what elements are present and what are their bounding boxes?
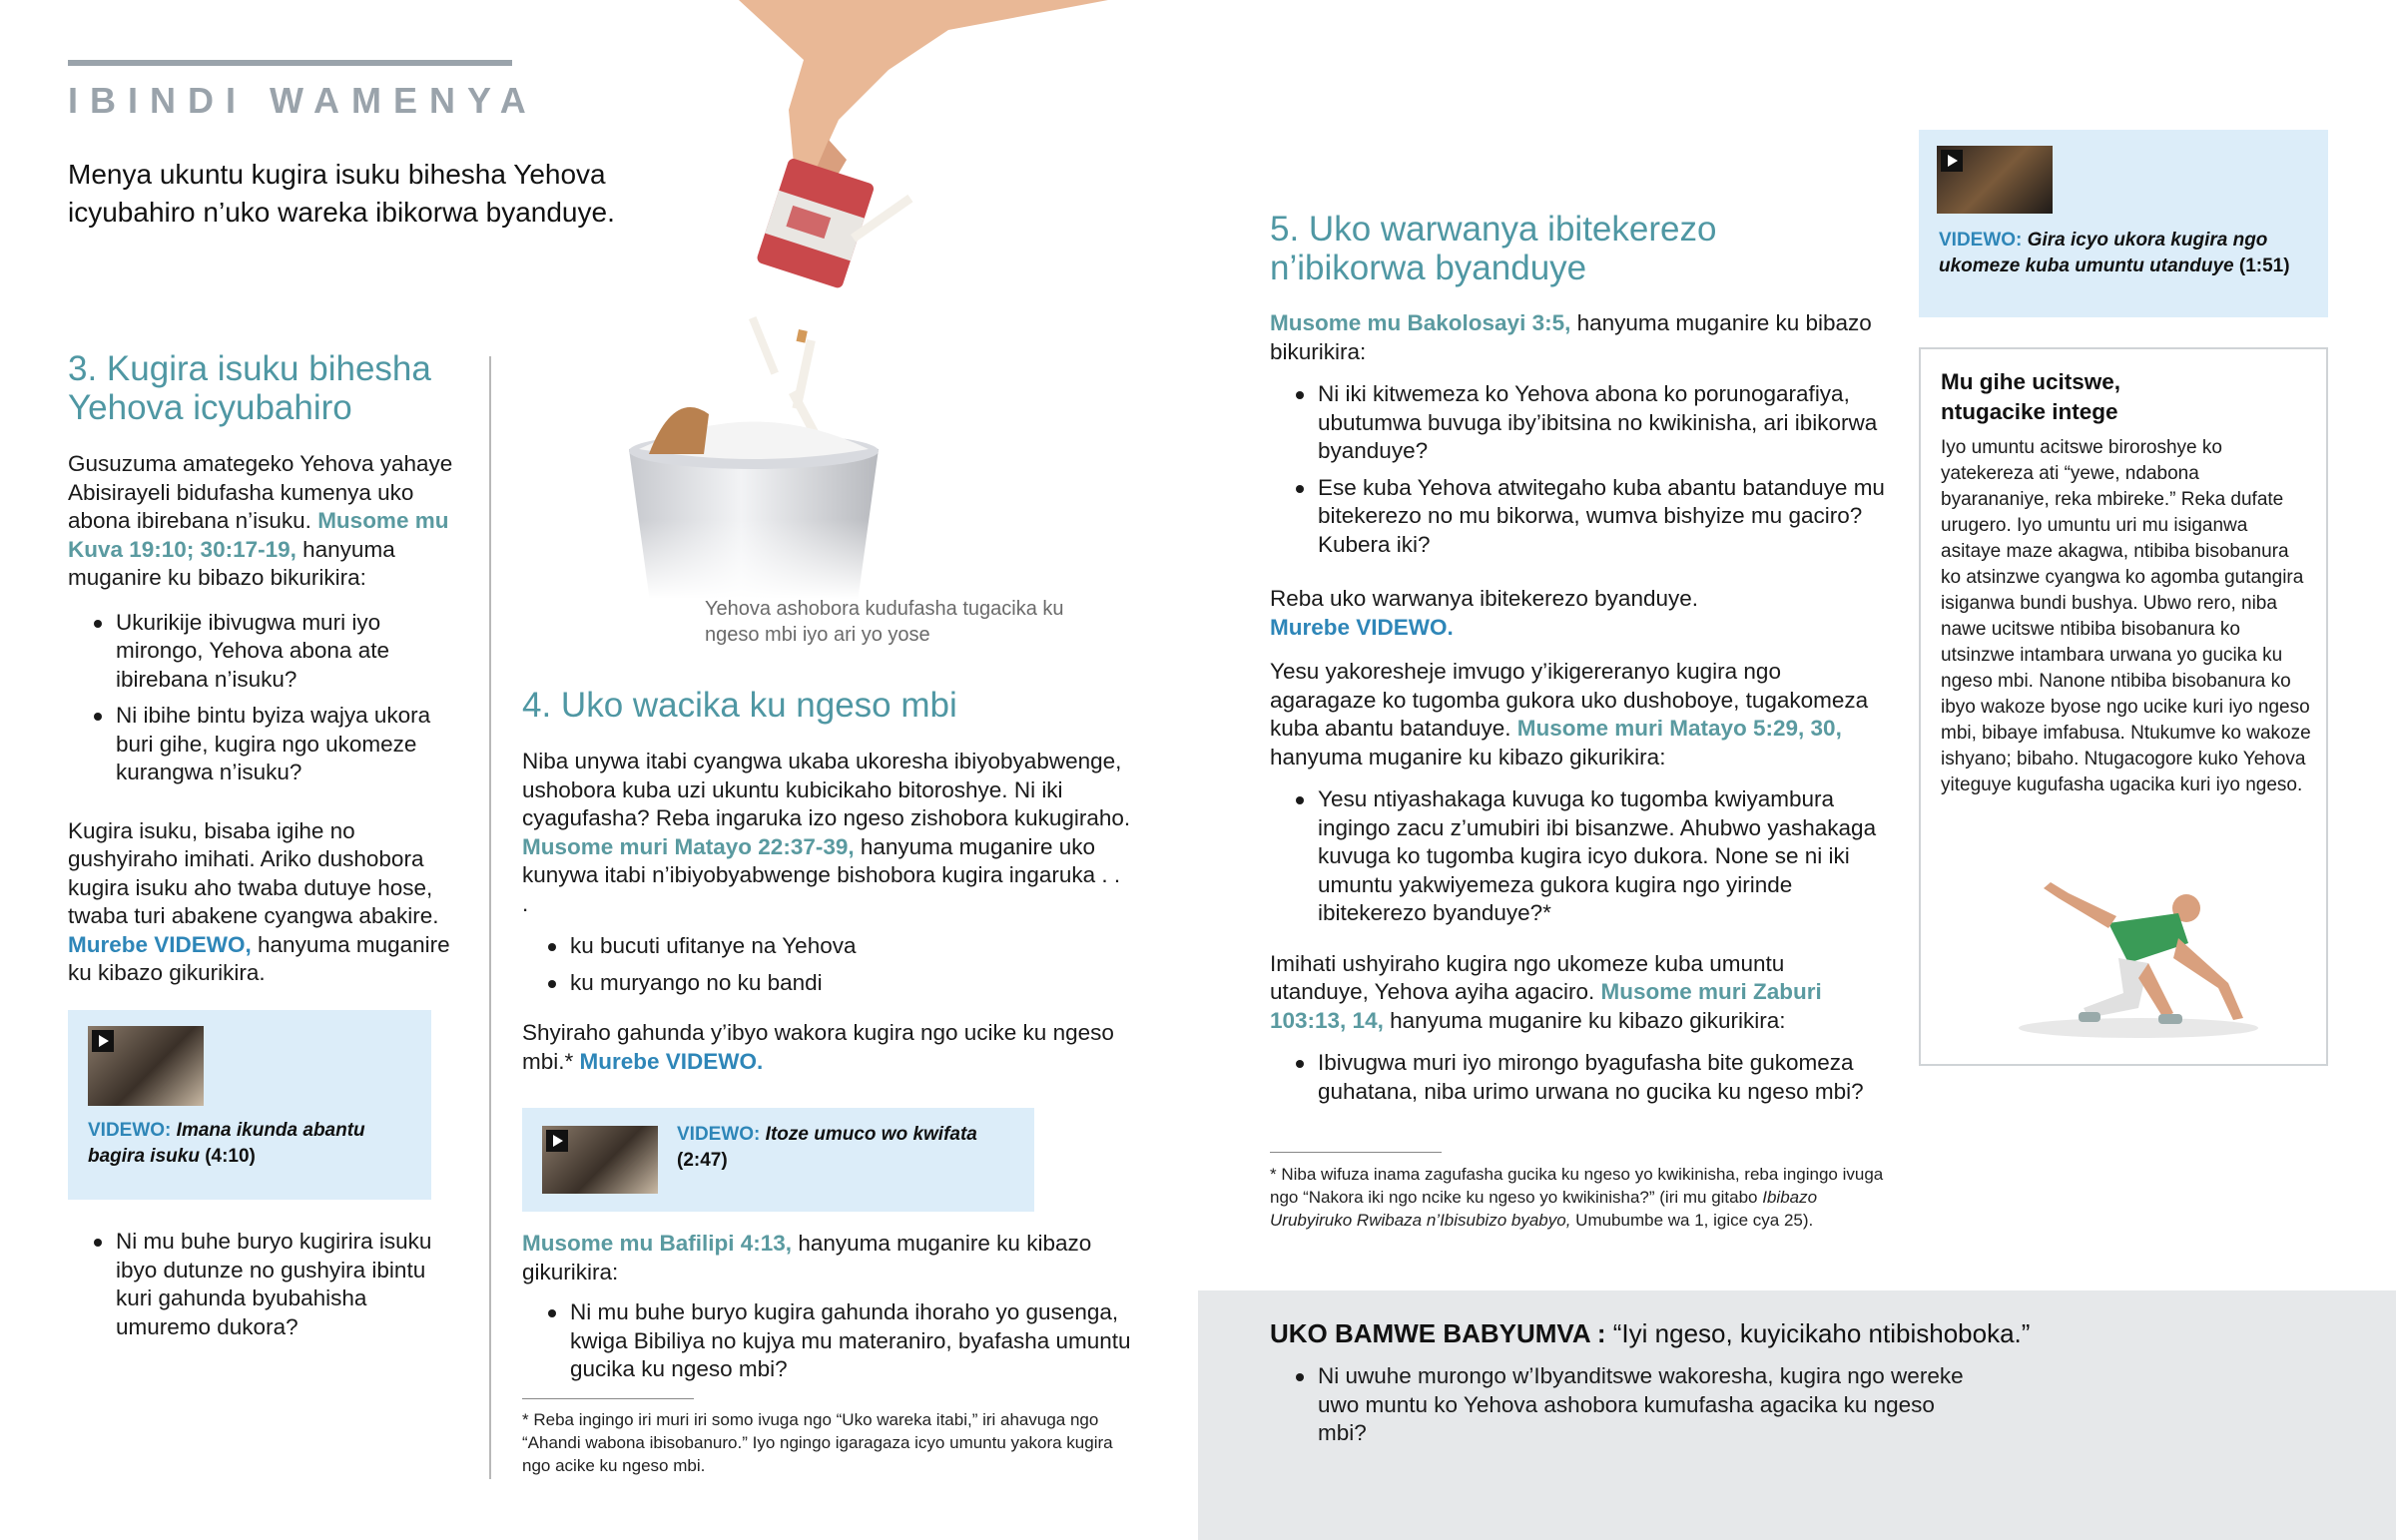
watch-video-link[interactable]: Murebe VIDEWO. (579, 1048, 764, 1074)
play-icon[interactable] (1941, 150, 1963, 172)
list-item: Ukurikije ibivugwa muri iyo mirongo, Yehova abona ate ibirebana n’isuku? (68, 609, 467, 695)
video-thumbnail[interactable] (1937, 146, 2053, 214)
section-3-p1: Gusuzuma amategeko Yehova yahaye Abisirayeli bidufasha kumenya uko abona ibirebana n’isuku. (68, 451, 453, 533)
header-rule (68, 60, 512, 66)
footnote-book-title: Ibibazo Urubyiruko Rwibaza n’Ibisubizo byabyo, (1270, 1188, 1818, 1230)
column-divider (489, 356, 491, 1479)
footnote-rule (1270, 1152, 1442, 1153)
footnote-text: Umubumbe wa 1, igice cya 25). (1570, 1211, 1814, 1230)
box-text: Iyo umuntu acitswe biroroshye ko yatekereza ati “yewe, ndabona byarananiye, reka mbireke.” Reka dufate urugero. Iyo umuntu uri mu isiganwa asitaye maze akagwa, ntibiba bisobanura ko atsinzwe cyangwa ko agomba gutangira isiganwa bundi bushya. Ubwo rero, niba nawe ucitswe ntibiba bisobanura ko utsinzwe intambara urwana yo gucika ku ngeso mbi. Nanone ntibiba bisobanura ko ibyo wakoze byose ngo ucike kuri iyo ngeso mbi, bibaye imfabusa. Ntukumve ko wakoze ishyano; bibaho. Ntugacogore kuko Yehova yiteguye kugufasha ugacika kuri iyo ngeso. (1941, 437, 2311, 795)
objection-question (1270, 1362, 1989, 1456)
section-5-p1-tail: hanyuma muganire ku bibazo bikurikira: (1270, 310, 1872, 364)
illustration-caption: Yehova ashobora kudufasha tugacika ku ngeso mbi iyo ari yo yose (705, 598, 1064, 646)
section-5-p4-tail: hanyuma muganire ku kibazo gikurikira: (1383, 1007, 1786, 1033)
objection-box (1198, 1290, 2396, 1540)
list-item: Ibivugwa muri iyo mirongo byagufasha bite gukomeza guhatana, niba urimo urwana no gucika ku ngeso mbi? (1270, 1049, 1889, 1106)
trash-bin-illustration (589, 0, 1108, 599)
video-caption (1939, 228, 2310, 279)
section-5-questions (1270, 380, 1889, 559)
list-item: ku bucuti ufitanye na Yehova (522, 932, 1131, 961)
section-3-p2-tail: hanyuma muganire ku kibazo gikurikira. (68, 931, 450, 985)
list-item: Ese kuba Yehova atwitegaho kuba abantu batanduye mu bitekerezo no mu bikorwa, wumva bishyize mu gaciro? Kubera iki? (1270, 474, 1889, 560)
scripture-link-philippians[interactable]: Musome mu Bafilipi 4:13, (522, 1231, 793, 1256)
encouragement-box (1919, 347, 2328, 1066)
list-item: Ni mu buhe buryo kugirira isuku ibyo dutunze no gushyira ibintu kuri gahunda byubahisha umuremo dukora? (68, 1228, 467, 1341)
section-4-p1: Niba unywa itabi cyangwa ukaba ukoresha ibiyobyabwenge, ushobora kuba uzi ukuntu kubicikaho bitoroshye. Ni iki cyagufasha? Reba ingaruka izo ngeso zishobora kukugiraho. (522, 749, 1131, 830)
video-card-self-control[interactable] (522, 1108, 1034, 1212)
video-duration: (2:47) (677, 1150, 728, 1171)
objection-quote: “Iyi ngeso, kuyicikaho ntibishoboka.” (1612, 1318, 2031, 1348)
section-5-footnote (1270, 1163, 1889, 1232)
video-title: Itoze umuco wo kwifata (765, 1124, 977, 1145)
list-item: Yesu ntiyashakaga kuvuga ko tugomba kwiyambura ingingo zacu z’umubiri ibi bisanzwe. Ahubwo yashakaga kuvuga ko tugomba kugira icyo dukora. None se ni iki umuntu yakwiyemeza gukora kugira ngo yirinde ibitekerezo byanduye?* (1270, 785, 1889, 928)
section-3-title: 3. Kugira isuku bihesha Yehova icyubahiro (68, 349, 431, 427)
play-icon[interactable] (546, 1130, 568, 1152)
section-3-body (68, 450, 467, 1014)
section-3-final-question (68, 1228, 467, 1349)
section-kicker: IBINDI WAMENYA (68, 80, 538, 121)
list-item: Ni ibihe bintu byiza wajya ukora buri gihe, kugira ngo ukomeze kurangwa n’isuku? (68, 702, 467, 787)
list-item: ku muryango no ku bandi (522, 969, 1131, 998)
video-card-stay-clean[interactable] (1919, 130, 2328, 317)
video-thumbnail[interactable] (542, 1126, 658, 1194)
objection-label: UKO BAMWE BABYUMVA : (1270, 1318, 1606, 1348)
video-caption (677, 1122, 1016, 1174)
section-4-footnote: * Reba ingingo iri muri iri somo ivuga ngo “Uko wareka itabi,” iri ahavuga ngo “Ahandi wabona ibisobanuro.” Iyo ngingo igaragaza icyo umuntu yakora kugira ngo acike ku ngeso mbi. (522, 1410, 1113, 1475)
list-item: Ni uwuhe murongo w’Ibyanditswe wakoresha, kugira ngo wereke uwo muntu ko Yehova ashobora kumufasha agacika ku ngeso mbi? (1270, 1362, 1989, 1448)
section-3-p2: Kugira isuku, bisaba igihe no gushyiraho imihati. Ariko dushobora kugira isuku aho twaba dutuye hose, twaba turi abakene cyangwa abakire. (68, 817, 439, 928)
scripture-link-psalm[interactable]: Musome muri Zaburi 103:13, 14, (1270, 979, 1822, 1033)
video-card-cleanliness[interactable] (68, 1010, 431, 1200)
section-3-p1-tail: hanyuma muganire ku bibazo bikurikira: (68, 536, 395, 590)
footnote-rule (522, 1398, 694, 1399)
section-5-p2: Reba uko warwanya ibitekerezo byanduye. (1270, 586, 1699, 611)
scripture-link-colossians[interactable]: Musome mu Bakolosayi 3:5, (1270, 310, 1571, 335)
section-5-title: 5. Uko warwanya ibitekerezo n’ibikorwa byanduye (1270, 210, 1717, 287)
section-5-body (1270, 309, 1889, 1114)
video-title: Gira icyo ukora kugira ngo ukomeze kuba umuntu utanduye (1939, 230, 2268, 276)
stumbling-runner-illustration (1999, 868, 2278, 1048)
section-4-closing (522, 1230, 1131, 1392)
scripture-link-exodus[interactable]: Musome mu Kuva 19:10; 30:17-19, (68, 508, 449, 562)
section-4-consequences (522, 932, 1131, 997)
intro-text: Menya ukuntu kugira isuku bihesha Yehova icyubahiro n’uko wareka ibikorwa byanduye. (68, 159, 615, 228)
section-4-p3-tail: hanyuma muganire ku kibazo gikurikira: (522, 1231, 1092, 1284)
section-5-p4: Imihati ushyiraho kugira ngo ukomeze kuba umuntu utanduye, Yehova ayiha agaciro. (1270, 950, 1785, 1004)
footnote-text: * Niba wifuza inama zagufasha gucika ku ngeso yo kwikinisha, reba ingingo ivuga ngo “Nakora iki ngo ncike ku ngeso yo kwikinisha?” (iri mu gitabo (1270, 1165, 1884, 1207)
box-title: Mu gihe ucitswe, ntugacike intege (1941, 369, 2121, 424)
scripture-link-matthew-5[interactable]: Musome muri Matayo 5:29, 30, (1516, 716, 1842, 741)
section-3-questions (68, 609, 467, 787)
video-label: VIDEWO: (88, 1120, 172, 1141)
video-caption (88, 1118, 407, 1170)
video-duration: (1:51) (2238, 256, 2290, 276)
video-label: VIDEWO: (677, 1124, 761, 1145)
play-icon[interactable] (92, 1030, 114, 1052)
watch-video-link[interactable]: Murebe VIDEWO, (68, 931, 252, 957)
video-label: VIDEWO: (1939, 230, 2023, 251)
section-5-p3-tail: hanyuma muganire ku kibazo gikurikira: (1270, 744, 1666, 770)
list-item: Ni iki kitwemeza ko Yehova abona ko porunogarafiya, ubutumwa buvuga iby’ibitsina no kwikinisha, ari ibikorwa byanduye? (1270, 380, 1889, 466)
section-4-p2: Shyiraho gahunda y’ibyo wakora kugira ngo ucike ku ngeso mbi.* (522, 1020, 1114, 1074)
video-thumbnail[interactable] (88, 1026, 204, 1106)
watch-video-link[interactable]: Murebe VIDEWO. (1270, 614, 1454, 640)
objection-heading (1270, 1316, 2030, 1350)
video-duration: (4:10) (205, 1146, 256, 1167)
video-title: Imana ikunda abantu bagira isuku (88, 1120, 365, 1167)
section-5-p3: Yesu yakoresheje imvugo y’ikigereranyo kugira ngo agaragaze ko tugomba gukora uko dushoboye, tugakomeza kuba abantu batanduye. (1270, 659, 1869, 741)
scripture-link-matthew-22[interactable]: Musome muri Matayo 22:37-39, (522, 833, 855, 859)
section-4-p1-tail: hanyuma muganire uko kunywa itabi n’ibiyobyabwenge bishobora kugira ingaruka . . . (522, 833, 1121, 916)
list-item: Ni mu buhe buryo kugira gahunda ihoraho yo gusenga, kwiga Bibiliya no kujya mu materaniro, byafasha umuntu gucika ku ngeso mbi? (522, 1298, 1131, 1384)
section-4-body (522, 748, 1131, 1102)
section-4-title: 4. Uko wacika ku ngeso mbi (522, 686, 957, 725)
